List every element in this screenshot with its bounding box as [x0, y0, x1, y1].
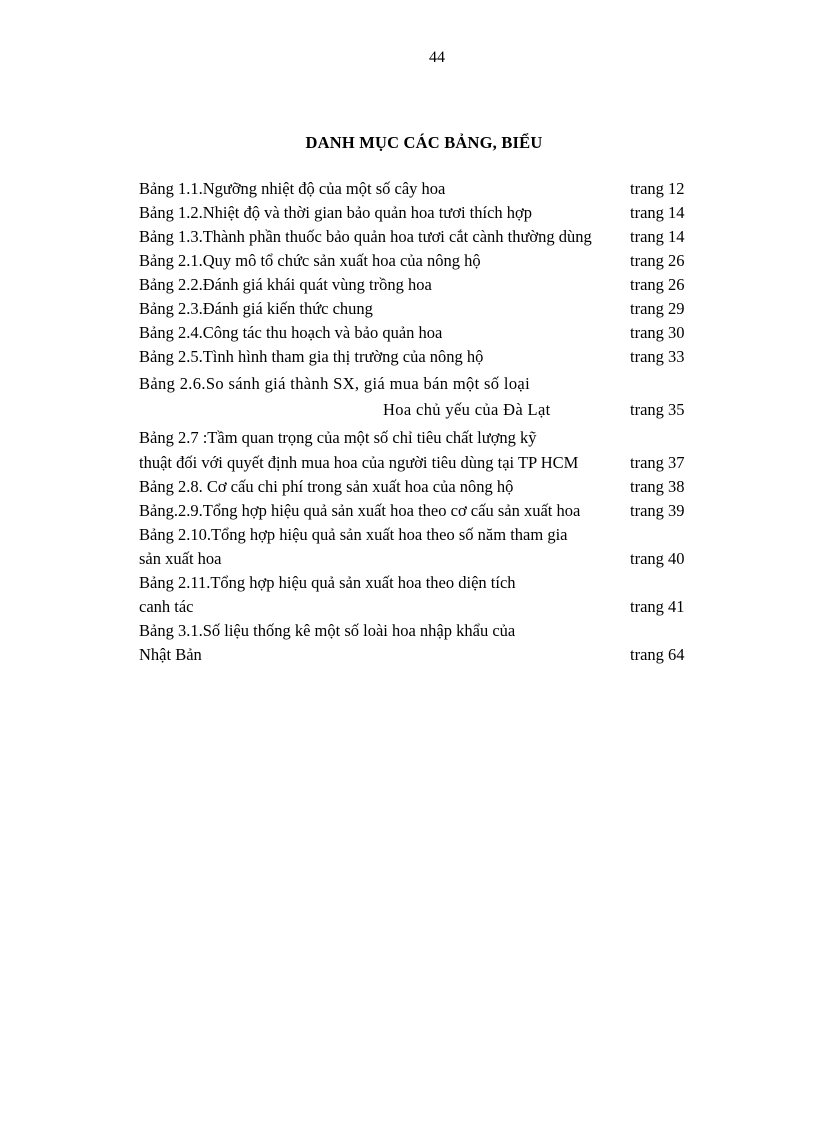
item-page: trang 33	[630, 347, 685, 366]
page-title: DANH MỤC CÁC BẢNG, BIỂU	[305, 133, 543, 152]
list-item	[139, 201, 699, 225]
item-title: Bảng 2.1.Quy mô tổ chức sản xuất hoa của nông hộ	[139, 251, 481, 270]
item-page: trang 41	[630, 597, 685, 616]
item-title: Bảng 2.11.Tổng hợp hiệu quả sản xuất hoa theo diện tích	[139, 573, 516, 592]
item-title: Nhật Bản	[139, 645, 202, 664]
item-page: trang 12	[630, 179, 685, 198]
item-page: trang 35	[630, 400, 685, 419]
item-title: Bảng 3.1.Số liệu thống kê một số loài hoa nhập khẩu của	[139, 621, 516, 640]
list-item	[139, 643, 699, 667]
list-item	[139, 345, 699, 369]
item-page: trang 39	[630, 501, 685, 520]
item-title: Bảng 2.3.Đánh giá kiến thức chung	[139, 299, 373, 318]
item-title: Bảng.2.9.Tổng hợp hiệu quả sản xuất hoa theo cơ cấu sản xuất hoa	[139, 501, 581, 520]
list-item	[139, 297, 699, 321]
item-title: Bảng 2.10.Tổng hợp hiệu quả sản xuất hoa theo số năm tham gia	[139, 525, 568, 544]
list-item	[139, 321, 699, 345]
item-title: Bảng 1.2.Nhiệt độ và thời gian bảo quản hoa tươi thích hợp	[139, 203, 533, 222]
item-page: trang 37	[630, 453, 685, 472]
item-page: trang 26	[630, 275, 685, 294]
list-item	[139, 398, 699, 422]
list-item	[139, 547, 699, 571]
item-page: trang 14	[630, 227, 685, 246]
item-title: Bảng 2.5.Tình hình tham gia thị trường của nông hộ	[139, 347, 484, 366]
item-page: trang 14	[630, 203, 685, 222]
item-title: Hoa chủ yếu của Đà Lạt	[383, 400, 551, 419]
item-title: canh tác	[139, 597, 194, 616]
item-page: trang 30	[630, 323, 685, 342]
list-item	[139, 273, 699, 297]
item-page: trang 64	[630, 645, 685, 664]
list-item	[139, 499, 699, 523]
list-item	[139, 451, 699, 475]
item-page: trang 40	[630, 549, 685, 568]
item-page: trang 38	[630, 477, 685, 496]
list-item	[139, 372, 699, 396]
list-item	[139, 571, 699, 595]
item-title: sản xuất hoa	[139, 549, 222, 568]
page-number: 44	[429, 49, 445, 66]
list-item	[139, 426, 699, 450]
list-item	[139, 475, 699, 499]
item-title: Bảng 1.1.Ngưỡng nhiệt độ của một số cây hoa	[139, 179, 446, 198]
list-item	[139, 619, 699, 643]
item-title: Bảng 1.3.Thành phần thuốc bảo quản hoa tươi cắt cành thường dùng	[139, 227, 592, 246]
list-item	[139, 523, 699, 547]
item-title: Bảng 2.7 :Tầm quan trọng của một số chỉ tiêu chất lượng kỹ	[139, 428, 537, 447]
list-item	[139, 595, 699, 619]
item-page: trang 29	[630, 299, 685, 318]
list-item	[139, 249, 699, 273]
list-item	[139, 225, 699, 249]
item-title: Bảng 2.8. Cơ cấu chi phí trong sản xuất hoa của nông hộ	[139, 477, 514, 496]
list-item	[139, 177, 699, 201]
item-title: Bảng 2.2.Đánh giá khái quát vùng trồng hoa	[139, 275, 432, 294]
item-title: Bảng 2.6.So sánh giá thành SX, giá mua bán một số loại	[139, 374, 531, 393]
item-title: thuật đối với quyết định mua hoa của người tiêu dùng tại TP HCM	[139, 453, 579, 472]
item-page: trang 26	[630, 251, 685, 270]
item-title: Bảng 2.4.Công tác thu hoạch và bảo quản hoa	[139, 323, 443, 342]
